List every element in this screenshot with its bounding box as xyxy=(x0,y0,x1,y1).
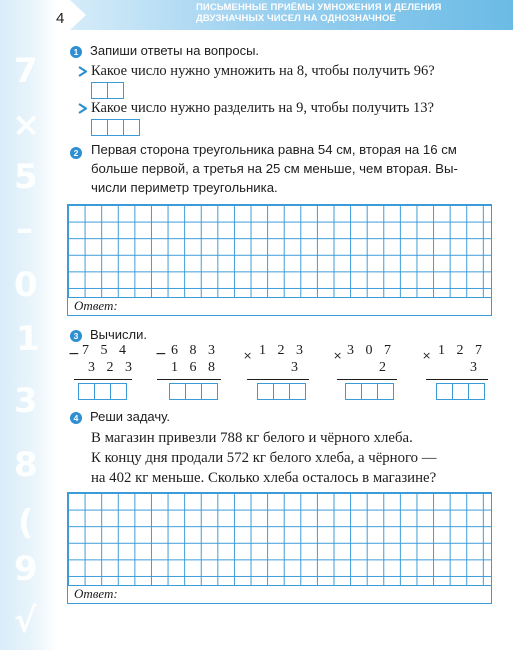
task-1-question-2: Какое число нужно разделить на 9, чтобы получить 13? xyxy=(91,100,434,116)
minus-sign: − xyxy=(155,346,167,362)
answer-cell[interactable] xyxy=(377,383,394,400)
side-glyph: × xyxy=(12,105,41,145)
task-4-number: 4 xyxy=(70,412,82,424)
result-cells xyxy=(78,383,125,400)
answer-cell[interactable] xyxy=(201,383,218,400)
side-glyph: 7 xyxy=(14,51,38,91)
task-2-answer-row xyxy=(68,297,491,315)
result-bar xyxy=(74,379,132,380)
chapter-title-line-2: ДВУЗНАЧНЫХ ЧИСЕЛ НА ОДНОЗНАЧНОЕ xyxy=(196,13,396,24)
chapter-title-line-1: ПИСЬМЕННЫЕ ПРИЁМЫ УМНОЖЕНИЯ И ДЕЛЕНИЯ xyxy=(196,2,442,13)
task-2-line-3: числи периметр треугольника. xyxy=(91,180,278,195)
task-2-line-1: Первая сторона треугольника равна 54 см, вторая на 16 см xyxy=(91,142,457,157)
result-cells xyxy=(345,383,392,400)
times-sign: × xyxy=(422,349,432,362)
task-4-title: Реши задачу. xyxy=(90,409,170,424)
task-4-answer-row xyxy=(68,585,491,603)
task-4-line-2: К концу дня продали 572 кг белого хлеба, а чёрного — xyxy=(91,450,437,466)
page-number: 4 xyxy=(56,10,65,27)
task-3-number: 3 xyxy=(70,330,82,342)
task-4-text xyxy=(91,428,437,488)
expression-top-number: 3 0 7 xyxy=(347,343,395,358)
expression-bottom-number: 3 2 3 xyxy=(88,360,136,375)
times-sign: × xyxy=(243,349,253,362)
expression-bottom-number: 3 xyxy=(470,360,481,375)
result-cells xyxy=(436,383,483,400)
answer-cell[interactable] xyxy=(468,383,485,400)
side-glyph: 0 xyxy=(14,265,38,305)
task-1-title: Запиши ответы на вопросы. xyxy=(90,43,260,58)
bullet-arrow-icon xyxy=(78,66,87,77)
side-glyph: √ xyxy=(14,601,37,641)
result-cells xyxy=(169,383,216,400)
expression-top-number: 1 2 3 xyxy=(259,343,307,358)
task-1-question-1: Какое число нужно умножить на 8, чтобы получить 96? xyxy=(91,63,435,79)
answer-cell[interactable] xyxy=(78,383,95,400)
side-glyph: 9 xyxy=(14,549,38,589)
task-4-line-3: на 402 кг меньше. Сколько хлеба осталось в магазине? xyxy=(91,470,437,486)
task-1-answer-2-cells xyxy=(91,119,138,136)
answer-cell[interactable] xyxy=(361,383,378,400)
answer-cell[interactable] xyxy=(91,82,108,99)
answer-cell[interactable] xyxy=(452,383,469,400)
minus-sign: − xyxy=(68,346,80,362)
answer-cell[interactable] xyxy=(94,383,111,400)
side-glyph: 3 xyxy=(14,381,38,421)
task-2-text xyxy=(91,140,458,197)
side-glyph: – xyxy=(16,209,33,249)
side-glyph: 8 xyxy=(14,445,38,485)
result-bar xyxy=(247,379,309,380)
task-2-line-2: больше первой, а третья на 25 см меньше, чем вторая. Вы- xyxy=(91,161,458,176)
expression-bottom-number: 1 6 8 xyxy=(171,360,219,375)
result-bar xyxy=(337,379,397,380)
side-glyph: 1 xyxy=(16,319,40,359)
task-2-number: 2 xyxy=(70,147,82,159)
column-expression-3 xyxy=(243,343,313,403)
answer-cell[interactable] xyxy=(110,383,127,400)
expression-top-number: 6 8 3 xyxy=(171,343,219,358)
column-expression-4 xyxy=(333,343,403,403)
answer-cell[interactable] xyxy=(185,383,202,400)
answer-cell[interactable] xyxy=(91,119,108,136)
task-2-answer-label: Ответ: xyxy=(74,298,118,313)
answer-cell[interactable] xyxy=(107,119,124,136)
task-2-answer-grid[interactable] xyxy=(67,204,492,316)
side-decoration-strip xyxy=(0,0,58,650)
answer-cell[interactable] xyxy=(107,82,124,99)
result-bar xyxy=(157,379,221,380)
bullet-arrow-icon xyxy=(78,103,87,114)
side-glyph: ( xyxy=(18,503,34,543)
column-expression-2 xyxy=(155,343,225,403)
task-4-answer-label: Ответ: xyxy=(74,586,118,601)
task-3-title: Вычисли. xyxy=(90,327,148,342)
result-bar xyxy=(426,379,488,380)
task-4-line-1: В магазин привезли 788 кг белого и чёрного хлеба. xyxy=(91,430,413,446)
answer-cell[interactable] xyxy=(289,383,306,400)
answer-cell[interactable] xyxy=(436,383,453,400)
expression-top-number: 1 2 7 xyxy=(438,343,486,358)
answer-cell[interactable] xyxy=(257,383,274,400)
side-glyph: 5 xyxy=(14,157,38,197)
task-1-answer-1-cells xyxy=(91,82,123,99)
task-4-answer-grid[interactable] xyxy=(67,492,492,604)
times-sign: × xyxy=(333,349,343,362)
expression-bottom-number: 2 xyxy=(379,360,390,375)
column-expression-1 xyxy=(68,343,138,403)
answer-cell[interactable] xyxy=(273,383,290,400)
expression-bottom-number: 3 xyxy=(291,360,302,375)
chapter-title xyxy=(196,2,496,24)
answer-cell[interactable] xyxy=(169,383,186,400)
result-cells xyxy=(257,383,304,400)
column-expression-5 xyxy=(422,343,492,403)
task-1-number: 1 xyxy=(70,46,82,58)
expression-top-number: 7 5 4 xyxy=(82,343,130,358)
answer-cell[interactable] xyxy=(345,383,362,400)
answer-cell[interactable] xyxy=(123,119,140,136)
